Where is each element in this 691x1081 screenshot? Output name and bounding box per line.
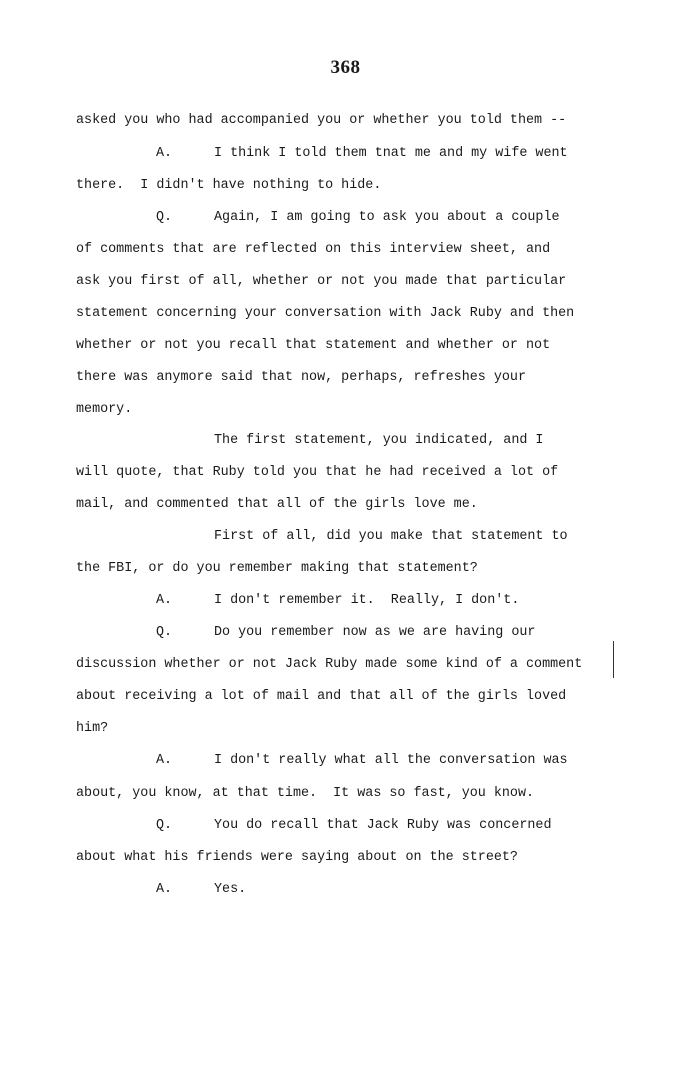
transcript-line: asked you who had accompanied you or whether you told them -- bbox=[76, 113, 567, 128]
transcript-line: him? bbox=[76, 721, 109, 736]
transcript-line: the FBI, or do you remember making that statement? bbox=[76, 561, 478, 576]
transcript-line: ask you first of all, whether or not you made that particular bbox=[76, 274, 567, 289]
transcript-line: there. I didn't have nothing to hide. bbox=[76, 178, 382, 193]
transcript-line: mail, and commented that all of the girls love me. bbox=[76, 497, 478, 512]
speaker-label: A. bbox=[156, 593, 173, 608]
transcript-line: about what his friends were saying about on the street? bbox=[76, 850, 518, 865]
transcript-line: The first statement, you indicated, and I bbox=[214, 433, 544, 448]
speaker-label: Q. bbox=[156, 210, 173, 225]
speaker-label: Q. bbox=[156, 818, 173, 833]
transcript-line: Again, I am going to ask you about a couple bbox=[214, 210, 560, 225]
transcript-line: discussion whether or not Jack Ruby made some kind of a comment bbox=[76, 657, 583, 672]
transcript-line: Yes. bbox=[214, 882, 247, 897]
transcript-line: memory. bbox=[76, 402, 133, 417]
speaker-label: A. bbox=[156, 146, 173, 161]
speaker-label: A. bbox=[156, 882, 173, 897]
transcript-line: whether or not you recall that statement and whether or not bbox=[76, 338, 551, 353]
transcript-line: I don't remember it. Really, I don't. bbox=[214, 593, 520, 608]
transcript-line: there was anymore said that now, perhaps, refreshes your bbox=[76, 370, 526, 385]
transcript-line: I don't really what all the conversation was bbox=[214, 753, 568, 768]
page-number: 368 bbox=[330, 57, 361, 78]
transcript-line: of comments that are reflected on this interview sheet, and bbox=[76, 242, 551, 257]
transcript-line: I think I told them tnat me and my wife went bbox=[214, 146, 568, 161]
speaker-label: A. bbox=[156, 753, 173, 768]
speaker-label: Q. bbox=[156, 625, 173, 640]
margin-change-bar bbox=[613, 641, 614, 678]
transcript-line: about, you know, at that time. It was so fast, you know. bbox=[76, 786, 535, 801]
transcript-line: Do you remember now as we are having our bbox=[214, 625, 536, 640]
transcript-line: You do recall that Jack Ruby was concerned bbox=[214, 818, 552, 833]
transcript-line: about receiving a lot of mail and that all of the girls loved bbox=[76, 689, 567, 704]
transcript-line: statement concerning your conversation with Jack Ruby and then bbox=[76, 306, 575, 321]
transcript-line: will quote, that Ruby told you that he had received a lot of bbox=[76, 465, 559, 480]
transcript-line: First of all, did you make that statement to bbox=[214, 529, 568, 544]
